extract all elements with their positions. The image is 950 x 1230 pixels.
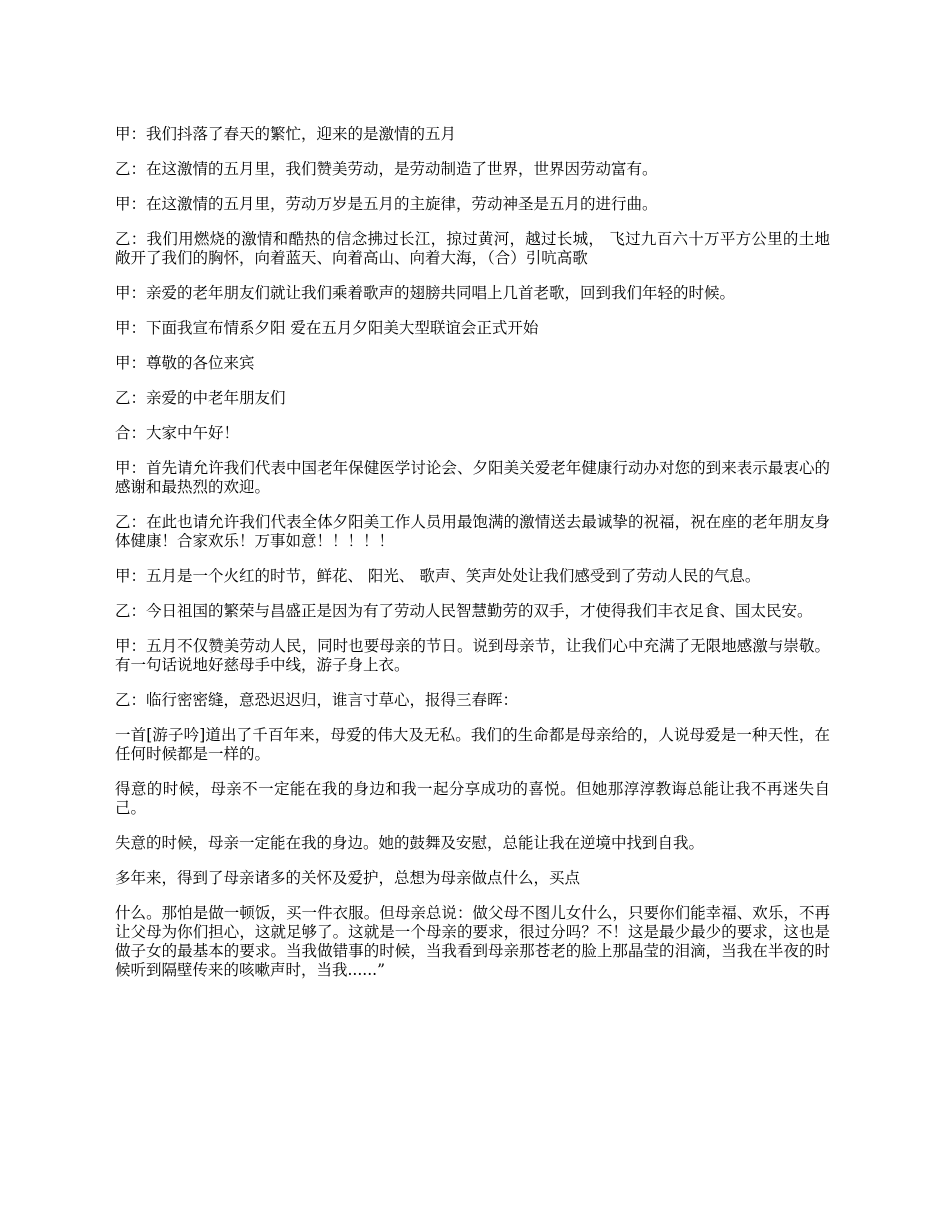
paragraph-9: 合：大家中午好！ xyxy=(115,424,240,442)
paragraph-17: 得意的时候，母亲不一定能在我的身边和我一起分享成功的喜悦。但她那淳淳教诲总能让我不再迷失自己。 xyxy=(115,780,830,817)
paragraph-5: 甲：亲爱的老年朋友们就让我们乘着歌声的翅膀共同唱上几首老歌，回到我们年轻的时候。 xyxy=(115,284,736,302)
paragraph-20: 什么。那怕是做一顿饭，买一件衣服。但母亲总说：做父母不图儿女什么，只要你们能幸福、欢乐，不再让父母为你们担心，这就足够了。这就是一个母亲的要求，很过分吗？不！这是最少最少的要求，这也是做子女的最基本的要求。当我做错事的时候，当我看到母亲那苍老的脸上那晶莹的泪滴，当我在半夜的时候听到隔壁传来的咳嗽声时，当我......” xyxy=(115,904,830,979)
paragraph-12: 甲：五月是一个火红的时节，鲜花、 阳光、 歌声、笑声处处让我们感受到了劳动人民的气息。 xyxy=(115,567,761,585)
paragraph-4: 乙：我们用燃烧的激情和酷热的信念拂过长江，掠过黄河，越过长城， 飞过九百六十万平方公里的土地敞开了我们的胸怀，向着蓝天、向着高山、向着大海，（合）引吭高歌 xyxy=(115,230,830,267)
paragraph-13: 乙：今日祖国的繁荣与昌盛正是因为有了劳动人民智慧勤劳的双手，才使得我们丰衣足食、国太民安。 xyxy=(115,602,813,620)
paragraph-3: 甲：在这激情的五月里，劳动万岁是五月的主旋律，劳动神圣是五月的进行曲。 xyxy=(115,195,658,213)
paragraph-16: 一首[游子吟]道出了千百年来，母爱的伟大及无私。我们的生命都是母亲给的，人说母爱是一种天性，在任何时候都是一样的。 xyxy=(115,726,830,763)
paragraph-1: 甲：我们抖落了春天的繁忙，迎来的是激情的五月 xyxy=(115,125,457,143)
paragraph-10: 甲：首先请允许我们代表中国老年保健医学讨论会、夕阳美关爱老年健康行动办对您的到来表示最衷心的感谢和最热烈的欢迎。 xyxy=(115,459,830,496)
paragraph-6: 甲：下面我宣布情系夕阳 爱在五月夕阳美大型联谊会正式开始 xyxy=(115,319,539,337)
paragraph-19: 多年来，得到了母亲诸多的关怀及爱护，总想为母亲做点什么，买点 xyxy=(115,869,581,887)
paragraph-18: 失意的时候，母亲一定能在我的身边。她的鼓舞及安慰，总能让我在逆境中找到自我。 xyxy=(115,834,705,852)
paragraph-15: 乙：临行密密缝，意恐迟迟归，谁言寸草心，报得三春晖： xyxy=(115,691,519,709)
document-page xyxy=(115,125,830,996)
paragraph-8: 乙：亲爱的中老年朋友们 xyxy=(115,389,286,407)
paragraph-11: 乙：在此也请允许我们代表全体夕阳美工作人员用最饱满的激情送去最诚挚的祝福，祝在座的老年朋友身体健康！合家欢乐！万事如意！！！！！ xyxy=(115,513,830,550)
paragraph-14: 甲：五月不仅赞美劳动人民，同时也要母亲的节日。说到母亲节，让我们心中充满了无限地感激与崇敬。有一句话说地好慈母手中线，游子身上衣。 xyxy=(115,637,830,674)
paragraph-2: 乙：在这激情的五月里，我们赞美劳动，是劳动制造了世界，世界因劳动富有。 xyxy=(115,160,658,178)
paragraph-7: 甲：尊敬的各位来宾 xyxy=(115,354,255,372)
